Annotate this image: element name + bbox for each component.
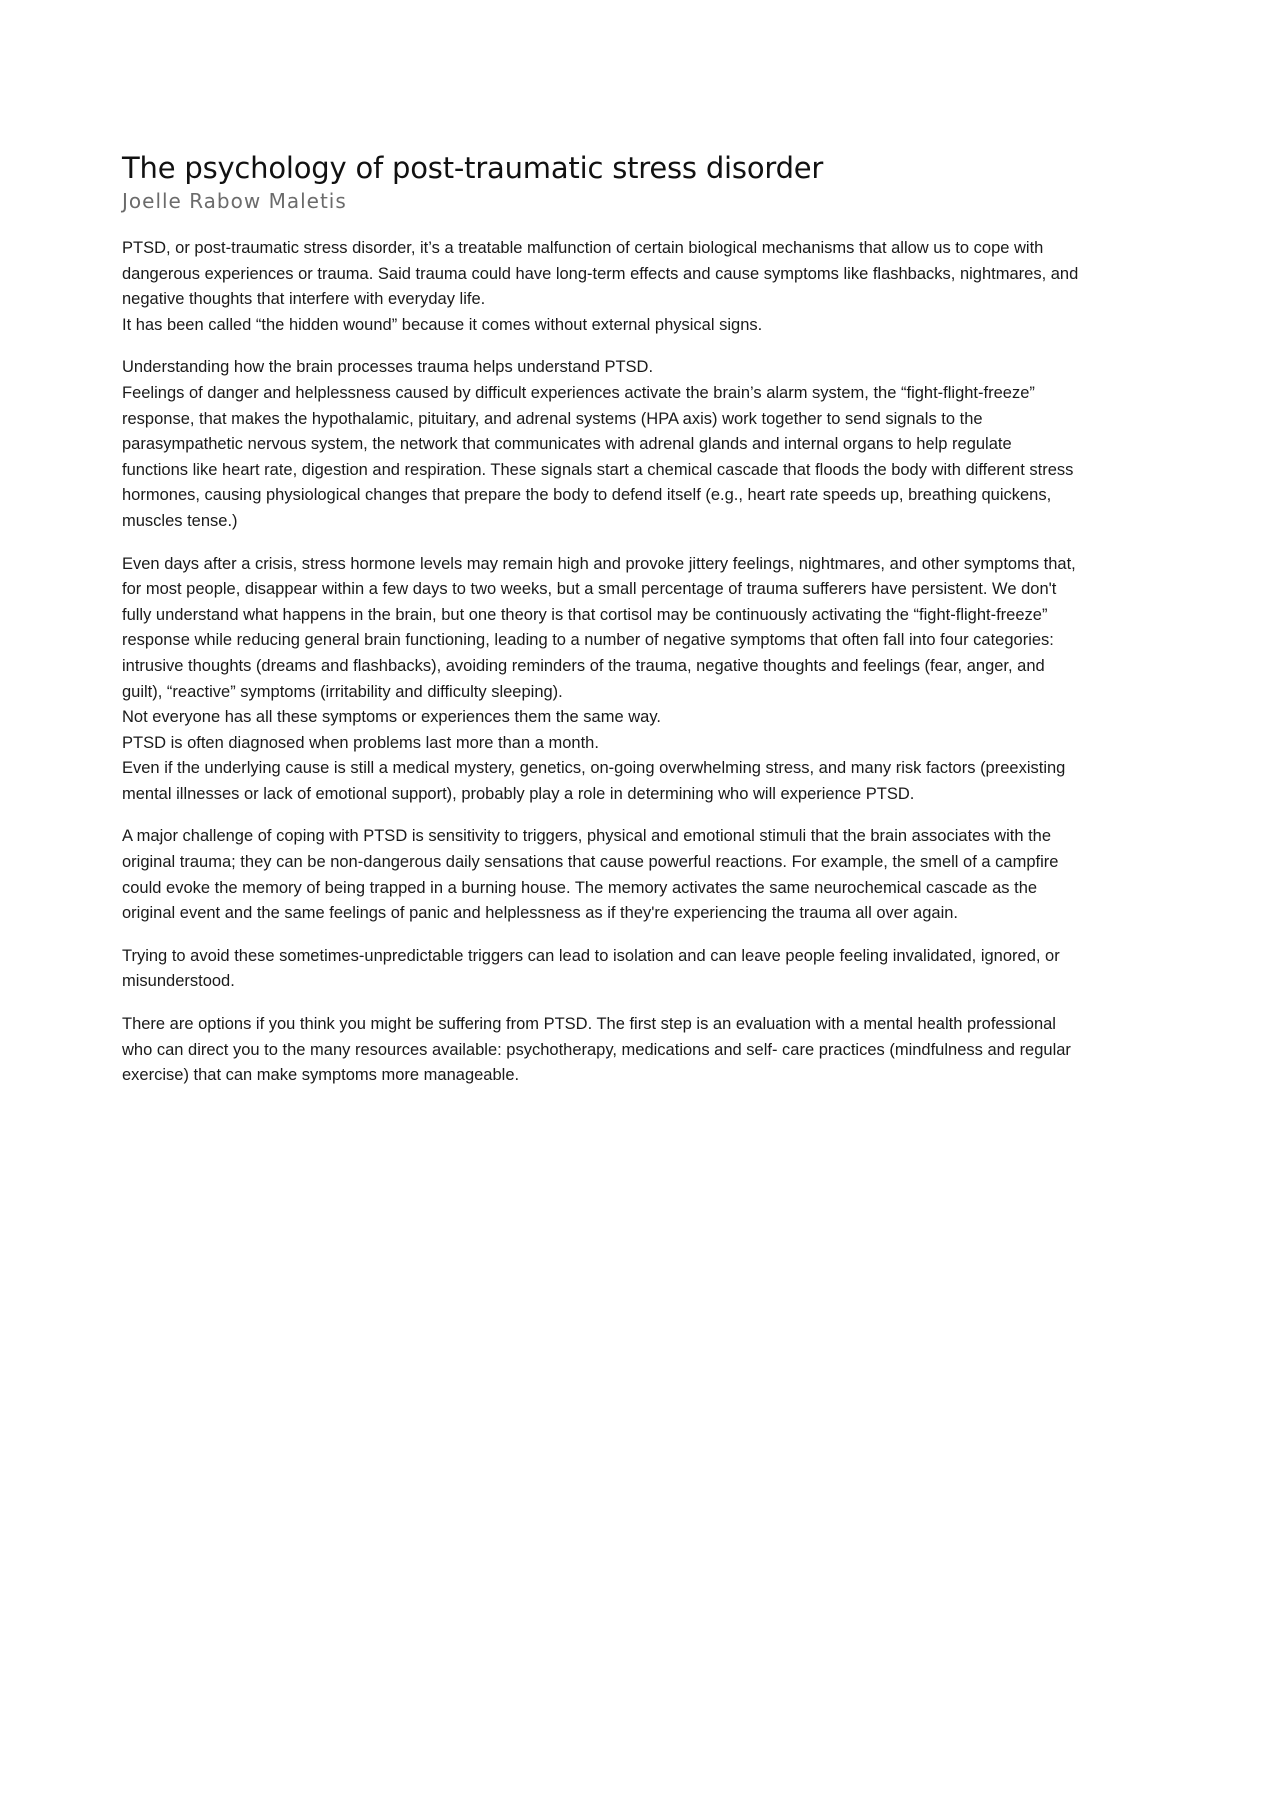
paragraph-line: Even if the underlying cause is still a medical mystery, genetics, on-going overwhelming stress, and many risk factors (preexisting [122,759,1066,778]
paragraph-line: intrusive thoughts (dreams and flashbacks), avoiding reminders of the trauma, negative thoughts and feelings (fear, anger, and [122,656,1045,675]
paragraph [122,1012,1162,1089]
paragraph-line: functions like heart rate, digestion and respiration. These signals start a chemical cascade that floods the body with different stress [122,460,1074,479]
paragraph-line: Not everyone has all these symptoms or experiences them the same way. [122,708,661,727]
paragraph-line: There are options if you think you might be suffering from PTSD. The first step is an evaluation with a mental health professional [122,1015,1056,1034]
paragraph-line: A major challenge of coping with PTSD is sensitivity to triggers, physical and emotional stimuli that the brain associates with the [122,827,1052,846]
paragraph-line: parasympathetic nervous system, the network that communicates with adrenal glands and internal organs to help regulate [122,435,1012,454]
paragraph-line: dangerous experiences or trauma. Said trauma could have long-term effects and cause symptoms like flashbacks, nightmares, and [122,264,1079,283]
paragraph-line: guilt), “reactive” symptoms (irritability and difficulty sleeping). [122,682,563,701]
paragraph [122,236,1162,338]
paragraph-line: PTSD is often diagnosed when problems last more than a month. [122,733,599,752]
paragraph-line: It has been called “the hidden wound” because it comes without external physical signs. [122,315,763,334]
paragraph-line: response while reducing general brain functioning, leading to a number of negative symptoms that often fall into four categories: [122,631,1054,650]
paragraph-line: fully understand what happens in the brain, but one theory is that cortisol may be continuously activating the “fight-flight-freeze” [122,605,1048,624]
paragraph-line: negative thoughts that interfere with everyday life. [122,290,486,309]
paragraph-line: exercise) that can make symptoms more manageable. [122,1066,520,1085]
paragraph-line: misunderstood. [122,972,235,991]
paragraph [122,552,1162,808]
paragraph-line: Feelings of danger and helplessness caused by difficult experiences activate the brain’s alarm system, the “fight-flight-freeze” [122,383,1035,402]
paragraph-line: Understanding how the brain processes trauma helps understand PTSD. [122,358,654,377]
paragraph-line: PTSD, or post-traumatic stress disorder, it’s a treatable malfunction of certain biological mechanisms that allow us to cope with [122,239,1044,257]
document-body [122,236,1162,1089]
paragraph [122,944,1162,995]
paragraph-line: could evoke the memory of being trapped in a burning house. The memory activates the same neurochemical cascade as the [122,878,1038,897]
paragraph-line: muscles tense.) [122,511,238,530]
paragraph [122,824,1162,926]
paragraph-line: original trauma; they can be non-dangerous daily sensations that cause powerful reactions. For example, the smell of a campfire [122,853,1059,872]
paragraph-line: Even days after a crisis, stress hormone levels may remain high and provoke jittery feelings, nightmares, and other symptoms that, [122,554,1076,573]
document-author: Joelle Rabow Maletis [122,189,347,213]
document-content [122,150,1162,1106]
paragraph [122,355,1162,534]
paragraph-line: Trying to avoid these sometimes-unpredictable triggers can lead to isolation and can leave people feeling invalidated, ignored, or [122,946,1060,965]
paragraph-line: hormones, causing physiological changes that prepare the body to defend itself (e.g., heart rate speeds up, breathing quickens, [122,486,1052,505]
document-title: The psychology of post-traumatic stress disorder [122,151,824,185]
paragraph-line: original event and the same feelings of panic and helplessness as if they're experiencing the trauma all over again. [122,904,958,923]
paragraph-line: who can direct you to the many resources available: psychotherapy, medications and self- care practices (mindfulness and regular [122,1040,1071,1059]
paragraph-line: mental illnesses or lack of emotional support), probably play a role in determining who will experience PTSD. [122,784,915,803]
paragraph-line: response, that makes the hypothalamic, pituitary, and adrenal systems (HPA axis) work together to send signals to the [122,409,983,428]
paragraph-line: for most people, disappear within a few days to two weeks, but a small percentage of trauma sufferers have persistent. We don't [122,580,1057,599]
